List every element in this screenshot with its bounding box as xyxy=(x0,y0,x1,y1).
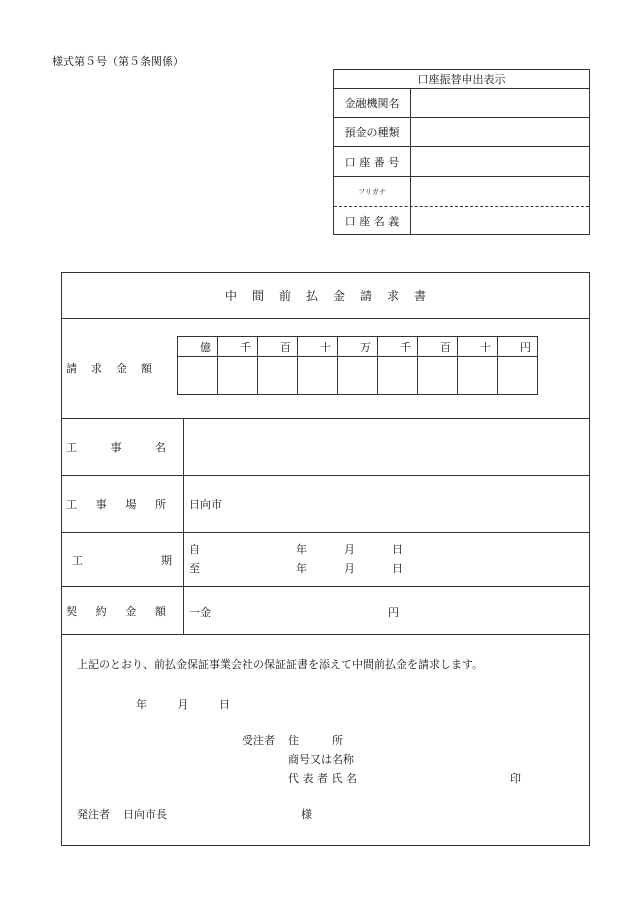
digit-unit: 十 xyxy=(298,337,338,357)
digit-unit: 万 xyxy=(338,337,378,357)
digit-unit: 百 xyxy=(418,337,458,357)
account-holder-row xyxy=(334,176,589,234)
account-number-row xyxy=(334,146,589,176)
digit-cell[interactable] xyxy=(298,357,338,395)
account-transfer-box xyxy=(333,69,590,235)
bank-name-row xyxy=(334,88,589,117)
digit-cell[interactable] xyxy=(378,357,418,395)
request-statement: 上記のとおり、前払金保証事業会社の保証証書を添えて中間前払金を請求します。 xyxy=(77,658,484,671)
orderer-label: 発注者 xyxy=(77,808,110,821)
digit-cell[interactable] xyxy=(218,357,258,395)
digit-unit: 円 xyxy=(498,337,538,357)
construction-name-label-cell xyxy=(62,419,184,475)
deposit-type-label: 預金の種類 xyxy=(334,118,411,146)
amount-digit-grid xyxy=(177,336,538,395)
bank-name-label: 金融機関名 xyxy=(334,89,411,117)
request-date[interactable]: 年 月 日 xyxy=(136,698,230,711)
digit-unit: 億 xyxy=(178,337,218,357)
account-box-header: 口座振替申出表示 xyxy=(417,73,506,86)
digit-cell[interactable] xyxy=(418,357,458,395)
account-holder-label: 口 座 名 義 xyxy=(344,214,400,228)
request-form: 中間前払金請求書 請求金額 億 千 百 十 万 千 百 十 円 工 事 名 工 事 場 所 日向市 工 期 自 年 月 日 至 年 月 日 契 約 金 額 一金 円 上記のとおり、前払金保証事業会社の保証証書を添えて中間前払金を請求します。 年 月 日 受注者 住 所 商号又は名称 代 表 者 氏 名 印 発注者 日向市長 様 xyxy=(61,272,590,846)
contractor-label: 受注者 xyxy=(242,734,275,747)
seal-mark: 印 xyxy=(510,772,521,785)
digit-cell[interactable] xyxy=(498,357,538,395)
period-label: 工 期 xyxy=(72,553,172,567)
period-label-cell xyxy=(62,533,184,586)
contract-amount-label: 契 約 金 額 xyxy=(66,604,166,618)
digit-unit-row xyxy=(178,337,538,357)
orderer-value: 日向市長 xyxy=(123,808,167,821)
divider xyxy=(62,634,589,635)
request-amount-label: 請求金額 xyxy=(66,362,166,375)
representative-name-label: 代 表 者 氏 名 xyxy=(288,772,357,785)
digit-input-row xyxy=(178,357,538,395)
form-number: 様式第５号（第５条関係） xyxy=(52,55,184,68)
digit-cell[interactable] xyxy=(338,357,378,395)
deposit-type-row xyxy=(334,117,589,146)
digit-unit: 千 xyxy=(378,337,418,357)
company-name-label: 商号又は名称 xyxy=(288,753,354,766)
furigana-label: フリガナ xyxy=(358,187,386,196)
digit-unit: 千 xyxy=(218,337,258,357)
construction-name-label: 工 事 名 xyxy=(66,441,166,454)
digit-cell[interactable] xyxy=(458,357,498,395)
digit-cell[interactable] xyxy=(258,357,298,395)
form-title: 中間前払金請求書 xyxy=(224,289,441,303)
digit-unit: 百 xyxy=(258,337,298,357)
account-number-label: 口 座 番 号 xyxy=(334,147,411,176)
construction-site-label: 工 事 場 所 xyxy=(66,498,166,511)
digit-cell[interactable] xyxy=(178,357,218,395)
digit-unit: 十 xyxy=(458,337,498,357)
construction-site-label-cell xyxy=(62,476,184,532)
contract-amount-label-cell xyxy=(62,587,184,634)
honorific: 様 xyxy=(301,808,312,821)
address-label: 住 所 xyxy=(288,734,343,747)
construction-site-value[interactable]: 日向市 xyxy=(189,498,222,511)
